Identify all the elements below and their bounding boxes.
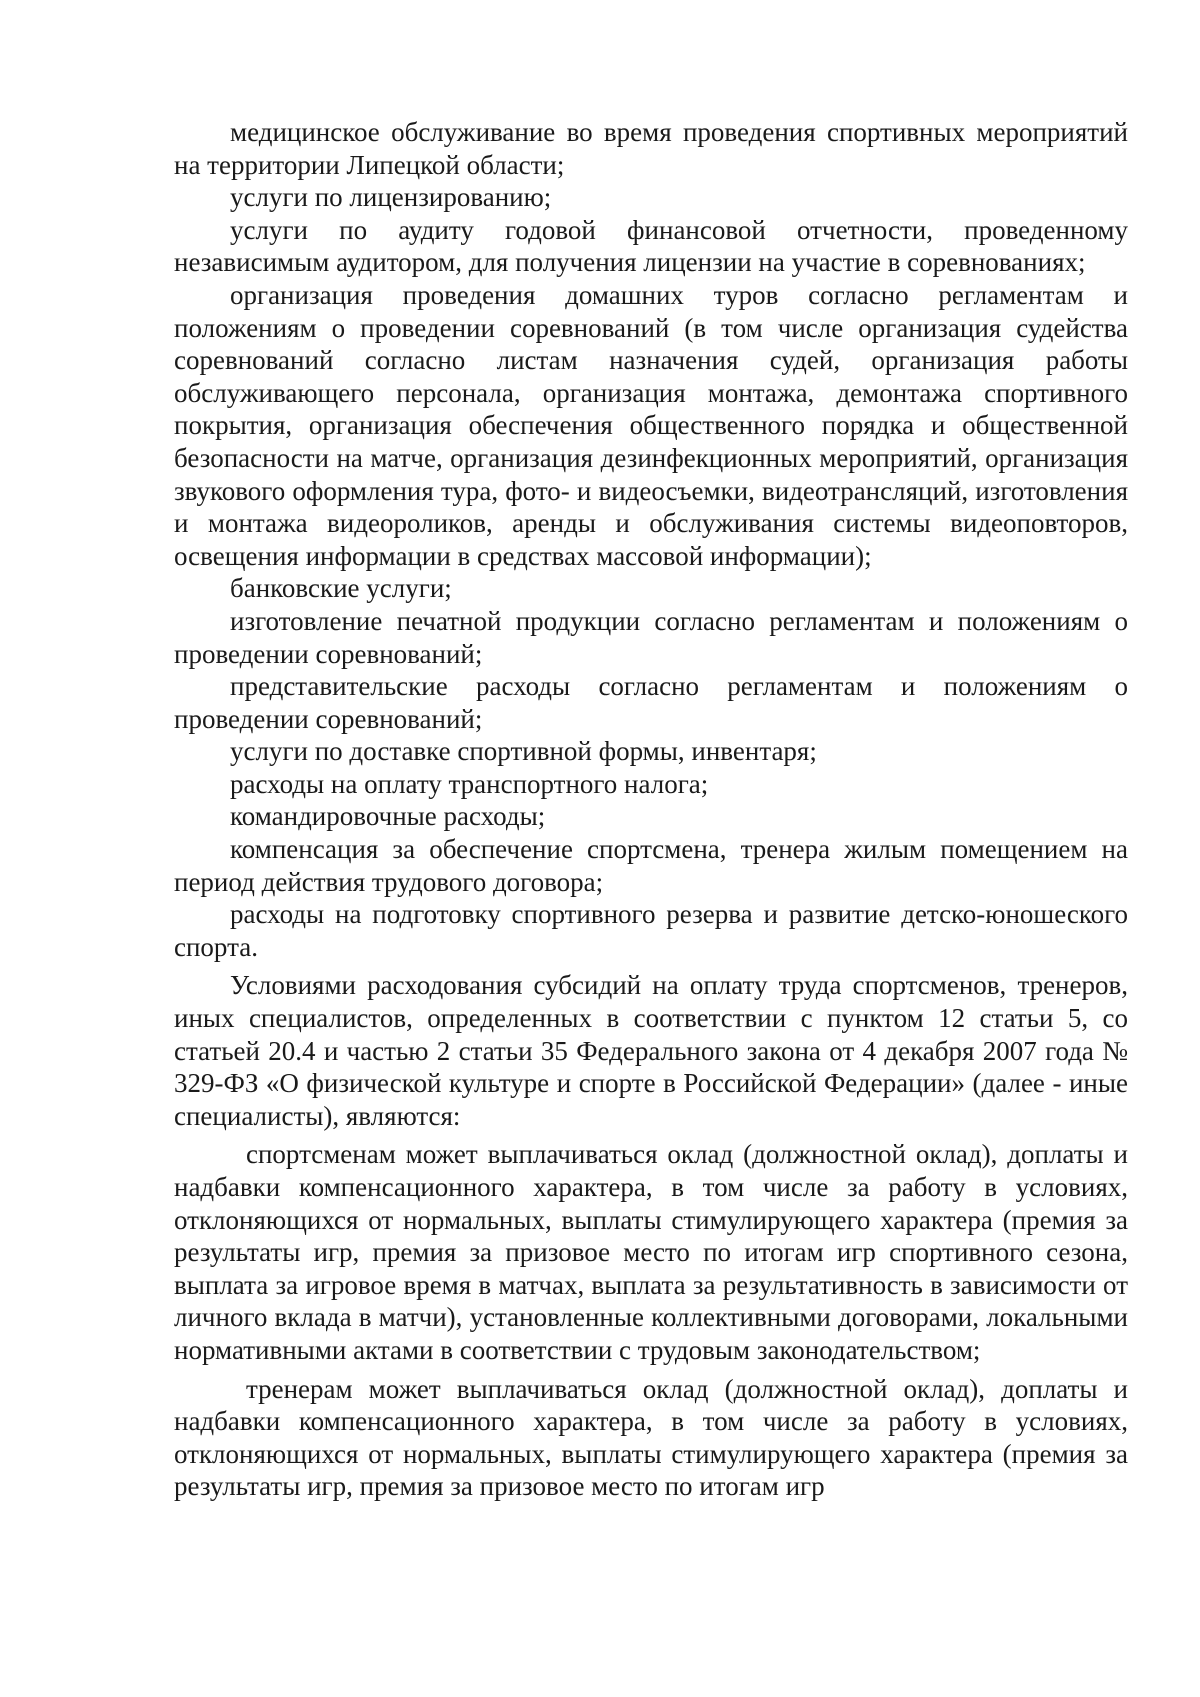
paragraph-subsidy-conditions: Условиями расходования субсидий на оплату труда спортсменов, тренеров, иных специалистов, определенных в соответствии с пунктом 12 статьи 5, со статьей 20.4 и частью 2 статьи 35 Федерального закона от 4 декабря 2007 года № 329-ФЗ «О физической культуре и спорте в Российской Федерации» (далее - иные специалисты), являются:: [174, 970, 1128, 1131]
paragraph-travel-expenses: командировочные расходы;: [230, 801, 546, 832]
document-body: [174, 116, 1128, 1503]
paragraph-audit: услуги по аудиту годовой финансовой отчетности, проведенному независимым аудитором, для получения лицензии на участие в соревнованиях;: [174, 214, 1128, 278]
paragraph-licensing: услуги по лицензированию;: [230, 182, 552, 213]
paragraph-home-rounds: организация проведения домашних туров согласно регламентам и положениям о проведении соревнований (в том числе организация судейства соревнований согласно листам назначения судей, организация работы обслуживающего персонала, организация монтажа, демонтажа спортивного покрытия, организация обеспечения общественного порядка и общественной безопасности на матче, организация дезинфекционных мероприятий, организация звукового оформления тура, фото- и видеосъемки, видеотрансляций, изготовления и монтажа видеороликов, аренды и обслуживания системы видеоповторов, освещения информации в средствах массовой информации);: [174, 279, 1128, 571]
paragraph-printing: изготовление печатной продукции согласно регламентам и положениям о проведении соревнований;: [174, 605, 1128, 669]
paragraph-transport-tax: расходы на оплату транспортного налога;: [230, 768, 709, 799]
paragraph-banking: банковские услуги;: [230, 573, 452, 604]
paragraph-delivery: услуги по доставке спортивной формы, инвентаря;: [230, 736, 817, 767]
paragraph-sports-reserve: расходы на подготовку спортивного резерва и развитие детско-юношеского спорта.: [174, 899, 1128, 962]
paragraph-representative-expenses: представительские расходы согласно регламентам и положениям о проведении соревнований;: [174, 671, 1128, 734]
paragraph-coaches-pay: тренерам может выплачиваться оклад (должностной оклад), доплаты и надбавки компенсационного характера, в том числе за работу в условиях, отклоняющихся от нормальных, выплаты стимулирующего характера (премия за результаты игр, премия за призовое место по итогам игр: [174, 1373, 1128, 1502]
paragraph-athletes-pay: спортсменам может выплачиваться оклад (должностной оклад), доплаты и надбавки компенсационного характера, в том числе за работу в условиях, отклоняющихся от нормальных, выплаты стимулирующего характера (премия за результаты игр, премия за призовое место по итогам игр спортивного сезона, выплата за игровое время в матчах, выплата за результативность в зависимости от личного вклада в матчи), установленные коллективными договорами, локальными нормативными актами в соответствии с трудовым законодательством;: [174, 1139, 1128, 1365]
paragraph-medical-service: медицинское обслуживание во время проведения спортивных мероприятий на территории Липецкой области;: [174, 117, 1128, 180]
paragraph-housing-compensation: компенсация за обеспечение спортсмена, тренера жилым помещением на период действия трудового договора;: [174, 834, 1128, 897]
